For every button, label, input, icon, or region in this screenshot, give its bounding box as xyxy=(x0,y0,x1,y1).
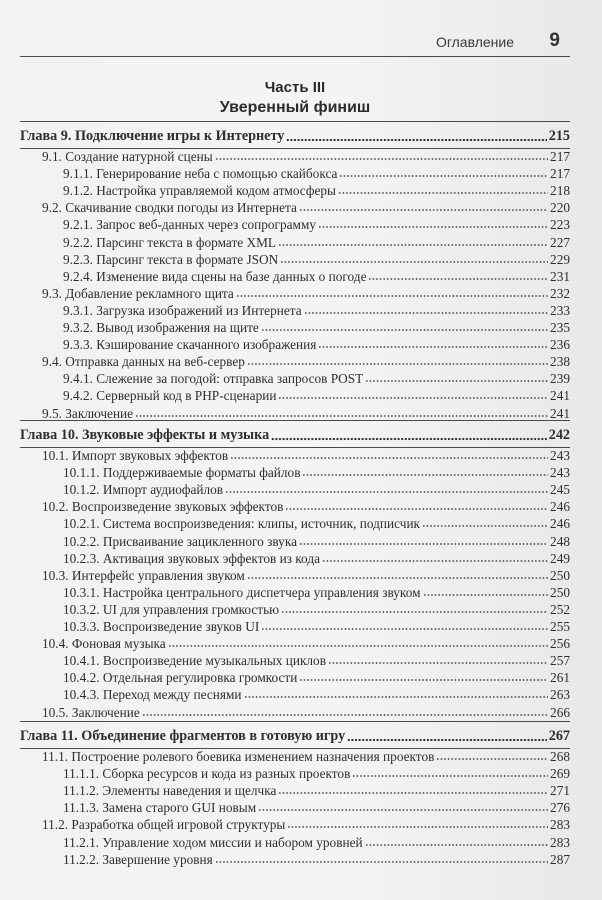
part-heading xyxy=(20,78,570,118)
toc-subsection[interactable] xyxy=(20,852,570,868)
toc-entry-title: 11.1. Построение ролевого боевика изменением назначения проектов xyxy=(42,749,435,764)
toc-entry-page: 239 xyxy=(550,371,570,387)
toc-subsection[interactable] xyxy=(20,619,570,635)
toc-subsection[interactable] xyxy=(20,602,570,618)
toc-entry-page: 236 xyxy=(550,337,570,353)
toc-entry-page: 250 xyxy=(550,567,570,583)
dot-leader xyxy=(280,260,548,264)
toc-entry-title: 9.2.2. Парсинг текста в формате XML xyxy=(63,234,277,250)
toc-entry-title: 10.4.2. Отдельная регулировка громкости xyxy=(63,670,298,686)
toc-entry-page: 233 xyxy=(550,302,570,318)
toc-entry-page: 246 xyxy=(550,499,570,515)
toc-entry-page: 227 xyxy=(550,234,570,250)
toc-entry-title: 10.2.3. Активация звуковых эффектов из кода xyxy=(63,550,320,566)
toc-entry-title: 10.4.3. Переход между песнями xyxy=(63,687,242,703)
toc-entry-page: 217 xyxy=(550,166,570,182)
dot-leader xyxy=(236,294,548,298)
toc-subsection[interactable] xyxy=(20,320,570,336)
toc-section[interactable] xyxy=(20,568,570,584)
toc-entry-title: 9.5. Заключение xyxy=(42,405,134,421)
dot-leader xyxy=(318,225,548,229)
toc-entry-title: 9.1. Создание натурной сцены xyxy=(42,149,213,164)
toc-entry-page: 256 xyxy=(550,636,570,652)
dot-leader xyxy=(368,277,548,281)
dot-leader xyxy=(422,524,548,528)
toc-entry-title: 11.2.1. Управление ходом миссии и набором уровней xyxy=(63,834,363,850)
toc-entry-title: 10.5. Заключение xyxy=(42,704,140,720)
toc-section[interactable] xyxy=(20,705,570,721)
toc-section[interactable] xyxy=(20,286,570,302)
toc-entry-title: 9.3. Добавление рекламного щита xyxy=(42,285,234,301)
dot-leader xyxy=(322,559,548,563)
toc-entry-page: 246 xyxy=(550,516,570,532)
toc-subsection[interactable] xyxy=(20,303,570,319)
toc-subsection[interactable] xyxy=(20,235,570,251)
toc-entry-title: 9.4. Отправка данных на веб-сервер xyxy=(42,354,245,370)
toc-entry-title: 11.1.2. Элементы наведения и щелчка xyxy=(63,783,277,799)
toc-subsection[interactable] xyxy=(20,337,570,353)
toc-subsection[interactable] xyxy=(20,516,570,532)
toc-entry-page: 243 xyxy=(550,465,570,481)
dot-leader xyxy=(318,345,548,349)
dot-leader xyxy=(230,456,548,460)
toc-subsection[interactable] xyxy=(20,183,570,199)
toc-entry-title: 10.2. Воспроизведение звуковых эффектов xyxy=(42,499,284,515)
dot-leader xyxy=(365,843,548,847)
toc-entry-page: 283 xyxy=(550,817,570,833)
toc-entry-page: 235 xyxy=(550,320,570,335)
toc-entry-title: 10.1.2. Импорт аудиофайлов xyxy=(63,482,224,498)
dot-leader xyxy=(304,311,548,315)
dot-leader xyxy=(215,860,548,864)
toc-section[interactable] xyxy=(20,354,570,370)
dot-leader xyxy=(338,191,548,195)
dot-leader xyxy=(299,678,548,682)
toc-entry-page: 217 xyxy=(550,149,570,164)
toc-subsection[interactable] xyxy=(20,388,570,404)
toc-entry-page: 238 xyxy=(550,354,570,370)
chapter-rule-top xyxy=(20,121,570,122)
toc-entry-page: 252 xyxy=(550,601,570,617)
toc-subsection[interactable] xyxy=(20,835,570,851)
toc-entry-page: 229 xyxy=(550,251,570,267)
toc-subsection[interactable] xyxy=(20,783,570,799)
toc-entry-title: 9.3.1. Загрузка изображений из Интернета xyxy=(63,302,302,318)
toc-entry-page: 245 xyxy=(550,482,570,498)
toc-entry-page: 215 xyxy=(548,128,570,144)
part-title: Уверенный финиш xyxy=(219,99,371,116)
dot-leader xyxy=(271,437,547,441)
dot-leader xyxy=(423,593,549,597)
toc-entry-page: 255 xyxy=(550,619,570,634)
dot-leader xyxy=(287,825,548,829)
toc-subsection[interactable] xyxy=(20,482,570,498)
toc-entry-title: 10.2.1. Система воспроизведения: клипы, источник, подписчик xyxy=(63,516,421,532)
dot-leader xyxy=(168,644,548,648)
toc-chapter[interactable] xyxy=(20,426,570,445)
dot-leader xyxy=(278,243,548,247)
toc-entry-page: 220 xyxy=(550,200,570,216)
toc-entry-title: 9.2.3. Парсинг текста в формате JSON xyxy=(63,251,279,267)
dot-leader xyxy=(285,507,548,511)
chapter-rule-top xyxy=(20,420,570,421)
toc-subsection[interactable] xyxy=(20,766,570,782)
toc-entry-title: 9.2.1. Запрос веб-данных через сопрограмму xyxy=(63,217,317,233)
toc-entry-page: 241 xyxy=(550,405,570,421)
dot-leader xyxy=(328,661,548,665)
toc-entry-title: 9.3.2. Вывод изображения на щите xyxy=(63,320,259,335)
toc-entry-page: 242 xyxy=(548,427,570,443)
toc-entry-title: 10.3. Интерфейс управления звуком xyxy=(42,567,245,583)
toc-entry-page: 287 xyxy=(550,851,570,867)
toc-entry-title: 9.4.1. Слежение за погодой: отправка запросов POST xyxy=(63,371,364,387)
toc-entry-title: Глава 10. Звуковые эффекты и музыка xyxy=(20,427,270,443)
dot-leader xyxy=(299,208,548,212)
toc-entry-page: 257 xyxy=(550,653,570,669)
toc-entry-page: 218 xyxy=(550,183,570,199)
dot-leader xyxy=(215,157,548,161)
toc-entry-page: 250 xyxy=(550,584,570,600)
toc-entry-page: 231 xyxy=(550,268,570,284)
running-header-title: Оглавление xyxy=(435,34,514,50)
toc-entry-title: 10.1. Импорт звуковых эффектов xyxy=(42,448,229,463)
toc-subsection[interactable] xyxy=(20,465,570,481)
toc-entry-page: 276 xyxy=(550,800,570,816)
toc-entry-title: 9.2. Скачивание сводки погоды из Интернета xyxy=(42,200,297,216)
toc-entry-title: 11.1.3. Замена старого GUI новым xyxy=(63,800,257,816)
dot-leader xyxy=(286,138,546,142)
dot-leader xyxy=(299,542,548,546)
dot-leader xyxy=(135,414,548,418)
toc-entry-page: 241 xyxy=(550,388,570,404)
dot-leader xyxy=(261,328,548,332)
toc-entry-page: 223 xyxy=(550,217,570,233)
toc-entry-page: 248 xyxy=(550,533,570,549)
toc-section[interactable] xyxy=(20,636,570,652)
toc-entry-title: 10.3.1. Настройка центрального диспетчера управления звуком xyxy=(63,584,421,600)
toc-entry-title: 9.2.4. Изменение вида сцены на базе данных о погоде xyxy=(63,268,367,284)
toc-entry-page: 268 xyxy=(550,749,570,764)
dot-leader xyxy=(258,808,548,812)
running-header xyxy=(20,32,570,57)
toc-subsection[interactable] xyxy=(20,371,570,387)
toc-subsection[interactable] xyxy=(20,166,570,182)
toc-entry-title: 9.1.1. Генерирование неба с помощью скайбокса xyxy=(63,166,338,182)
toc-chapter[interactable] xyxy=(20,127,570,146)
toc-entry-title: 9.3.3. Кэширование скачанного изображения xyxy=(63,337,317,353)
toc-entry-page: 263 xyxy=(550,687,570,703)
dot-leader xyxy=(244,695,549,699)
dot-leader xyxy=(261,627,548,631)
dot-leader xyxy=(247,576,548,580)
part-number: Часть III xyxy=(264,79,326,96)
toc-entry-page: 261 xyxy=(550,670,570,686)
toc-entry-title: 10.3.3. Воспроизведение звуков UI xyxy=(63,619,260,634)
toc-entry-page: 267 xyxy=(548,728,570,744)
toc-entry-title: 9.1.2. Настройка управляемой кодом атмосферы xyxy=(63,183,336,199)
toc-entry-title: 10.1.1. Поддерживаемые форматы файлов xyxy=(63,465,301,481)
toc-subsection[interactable] xyxy=(20,687,570,703)
toc-section[interactable] xyxy=(20,749,570,765)
toc-chapter[interactable] xyxy=(20,727,570,746)
toc-entry-page: 243 xyxy=(550,448,570,463)
chapter-rule-top xyxy=(20,721,570,722)
dot-leader xyxy=(142,713,548,717)
dot-leader xyxy=(278,791,548,795)
toc-subsection[interactable] xyxy=(20,551,570,567)
toc-entry-title: 10.4.1. Воспроизведение музыкальных циклов xyxy=(63,653,326,669)
toc-entry-title: Глава 9. Подключение игры к Интернету xyxy=(20,128,285,144)
dot-leader xyxy=(436,757,548,761)
toc-section[interactable] xyxy=(20,448,570,464)
toc-subsection[interactable] xyxy=(20,217,570,233)
toc-entry-page: 271 xyxy=(550,783,570,799)
dot-leader xyxy=(281,610,548,614)
toc-section[interactable] xyxy=(20,817,570,833)
dot-leader xyxy=(302,473,548,477)
toc-subsection[interactable] xyxy=(20,585,570,601)
toc-subsection[interactable] xyxy=(20,252,570,268)
toc-section[interactable] xyxy=(20,499,570,515)
toc-entry-page: 249 xyxy=(550,550,570,566)
dot-leader xyxy=(339,174,548,178)
toc-entry-title: 11.2.2. Завершение уровня xyxy=(63,851,213,867)
dot-leader xyxy=(278,396,548,400)
dot-leader xyxy=(247,362,548,366)
toc-entry-page: 232 xyxy=(550,285,570,301)
toc-subsection[interactable] xyxy=(20,534,570,550)
toc-section[interactable] xyxy=(20,149,570,165)
toc-entry-page: 269 xyxy=(550,766,570,782)
toc-entry-title: 11.2. Разработка общей игровой структуры xyxy=(42,817,286,833)
toc-subsection[interactable] xyxy=(20,670,570,686)
toc-entry-title: 10.2.2. Присваивание зацикленного звука xyxy=(63,533,297,549)
dot-leader xyxy=(352,774,548,778)
toc-entry-title: 10.3.2. UI для управления громкостью xyxy=(63,601,280,617)
toc-subsection[interactable] xyxy=(20,800,570,816)
toc-entry-title: 10.4. Фоновая музыка xyxy=(42,636,166,652)
toc-entry-page: 283 xyxy=(550,834,570,850)
dot-leader xyxy=(347,738,547,742)
toc-entry-page: 266 xyxy=(550,704,570,720)
toc-entry-title: 9.4.2. Серверный код в PHP-сценарии xyxy=(63,388,277,404)
toc-subsection[interactable] xyxy=(20,269,570,285)
toc-section[interactable] xyxy=(20,200,570,216)
dot-leader xyxy=(225,490,548,494)
dot-leader xyxy=(365,379,548,383)
toc-subsection[interactable] xyxy=(20,653,570,669)
toc-entry-title: 11.1.1. Сборка ресурсов и кода из разных проектов xyxy=(63,766,351,782)
toc-entry-title: Глава 11. Объединение фрагментов в готовую игру xyxy=(20,728,346,744)
page-number: 9 xyxy=(549,30,560,51)
